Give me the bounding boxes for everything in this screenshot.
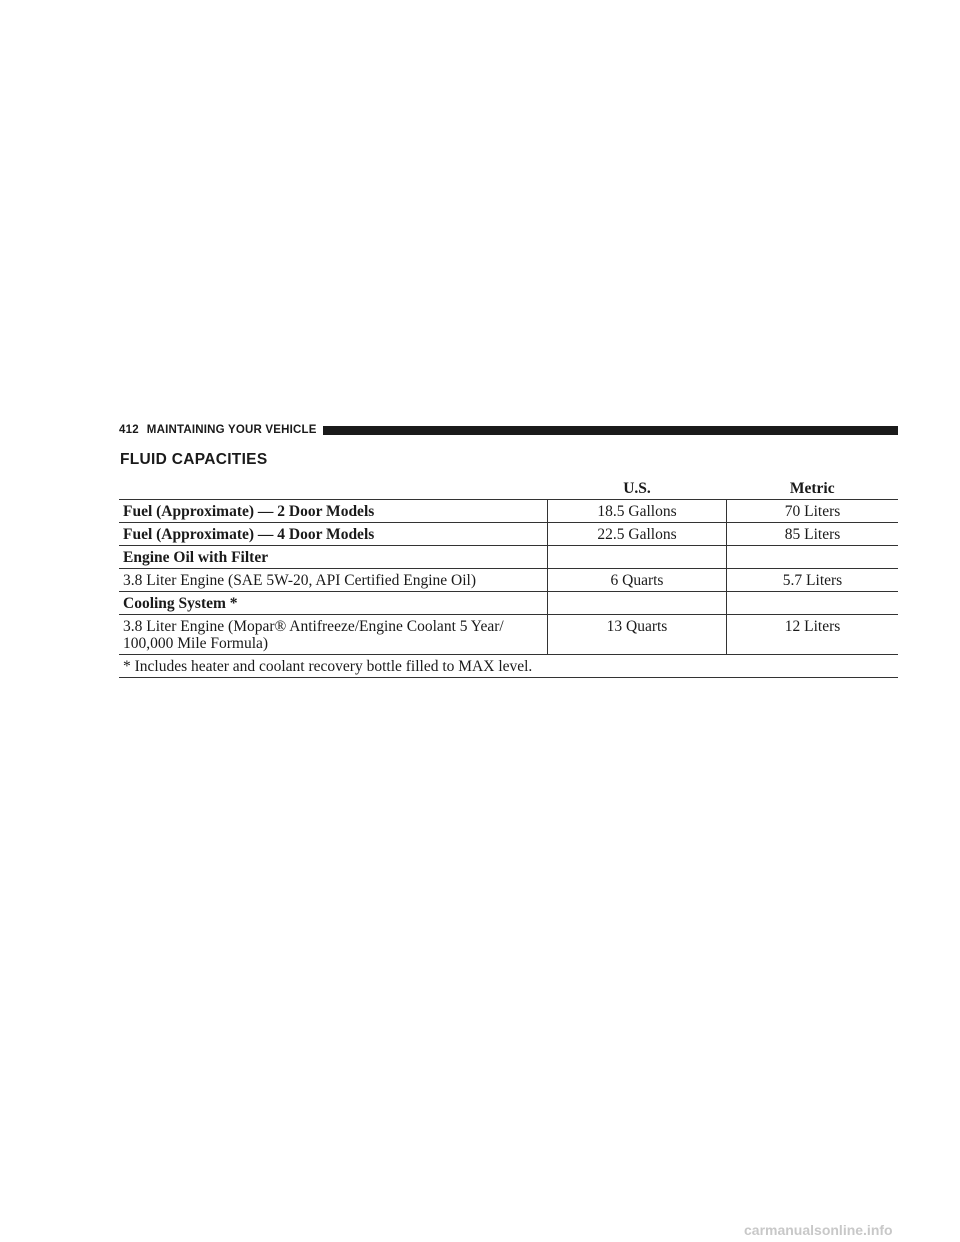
table-row xyxy=(119,569,898,592)
table-row xyxy=(119,523,898,546)
column-header-metric: Metric xyxy=(727,476,899,500)
row-us-value: 18.5 Gallons xyxy=(548,500,727,523)
section-title: MAINTAINING YOUR VEHICLE xyxy=(146,424,317,436)
site-watermark: carmanualsonline.info xyxy=(744,1222,893,1238)
row-item: Fuel (Approximate) — 4 Door Models xyxy=(119,523,548,546)
table-row xyxy=(119,592,898,615)
header-rule xyxy=(323,426,898,435)
row-metric-value: 70 Liters xyxy=(727,500,899,523)
page-number: 412 xyxy=(119,424,139,436)
row-us-value xyxy=(548,546,727,569)
row-item: 3.8 Liter Engine (Mopar® Antifreeze/Engine Coolant 5 Year/ 100,000 Mile Formula) xyxy=(119,615,548,655)
table-row xyxy=(119,546,898,569)
table-row xyxy=(119,615,898,655)
page-header xyxy=(119,421,898,439)
row-metric-value: 85 Liters xyxy=(727,523,899,546)
table-row xyxy=(119,500,898,523)
row-item: Fuel (Approximate) — 2 Door Models xyxy=(119,500,548,523)
row-metric-value: 12 Liters xyxy=(727,615,899,655)
row-us-value: 13 Quarts xyxy=(548,615,727,655)
column-header-item xyxy=(119,476,548,500)
table-header-row xyxy=(119,476,898,500)
column-header-us: U.S. xyxy=(548,476,727,500)
fluid-capacities-table xyxy=(119,476,898,678)
footnote-row xyxy=(119,655,898,678)
row-item: Engine Oil with Filter xyxy=(119,546,548,569)
row-metric-value xyxy=(727,546,899,569)
row-metric-value xyxy=(727,592,899,615)
page-heading: FLUID CAPACITIES xyxy=(120,451,268,468)
table-footnote: * Includes heater and coolant recovery bottle filled to MAX level. xyxy=(119,655,898,678)
row-us-value: 6 Quarts xyxy=(548,569,727,592)
row-item: Cooling System * xyxy=(119,592,548,615)
row-item: 3.8 Liter Engine (SAE 5W-20, API Certified Engine Oil) xyxy=(119,569,548,592)
row-us-value: 22.5 Gallons xyxy=(548,523,727,546)
row-us-value xyxy=(548,592,727,615)
row-metric-value: 5.7 Liters xyxy=(727,569,899,592)
